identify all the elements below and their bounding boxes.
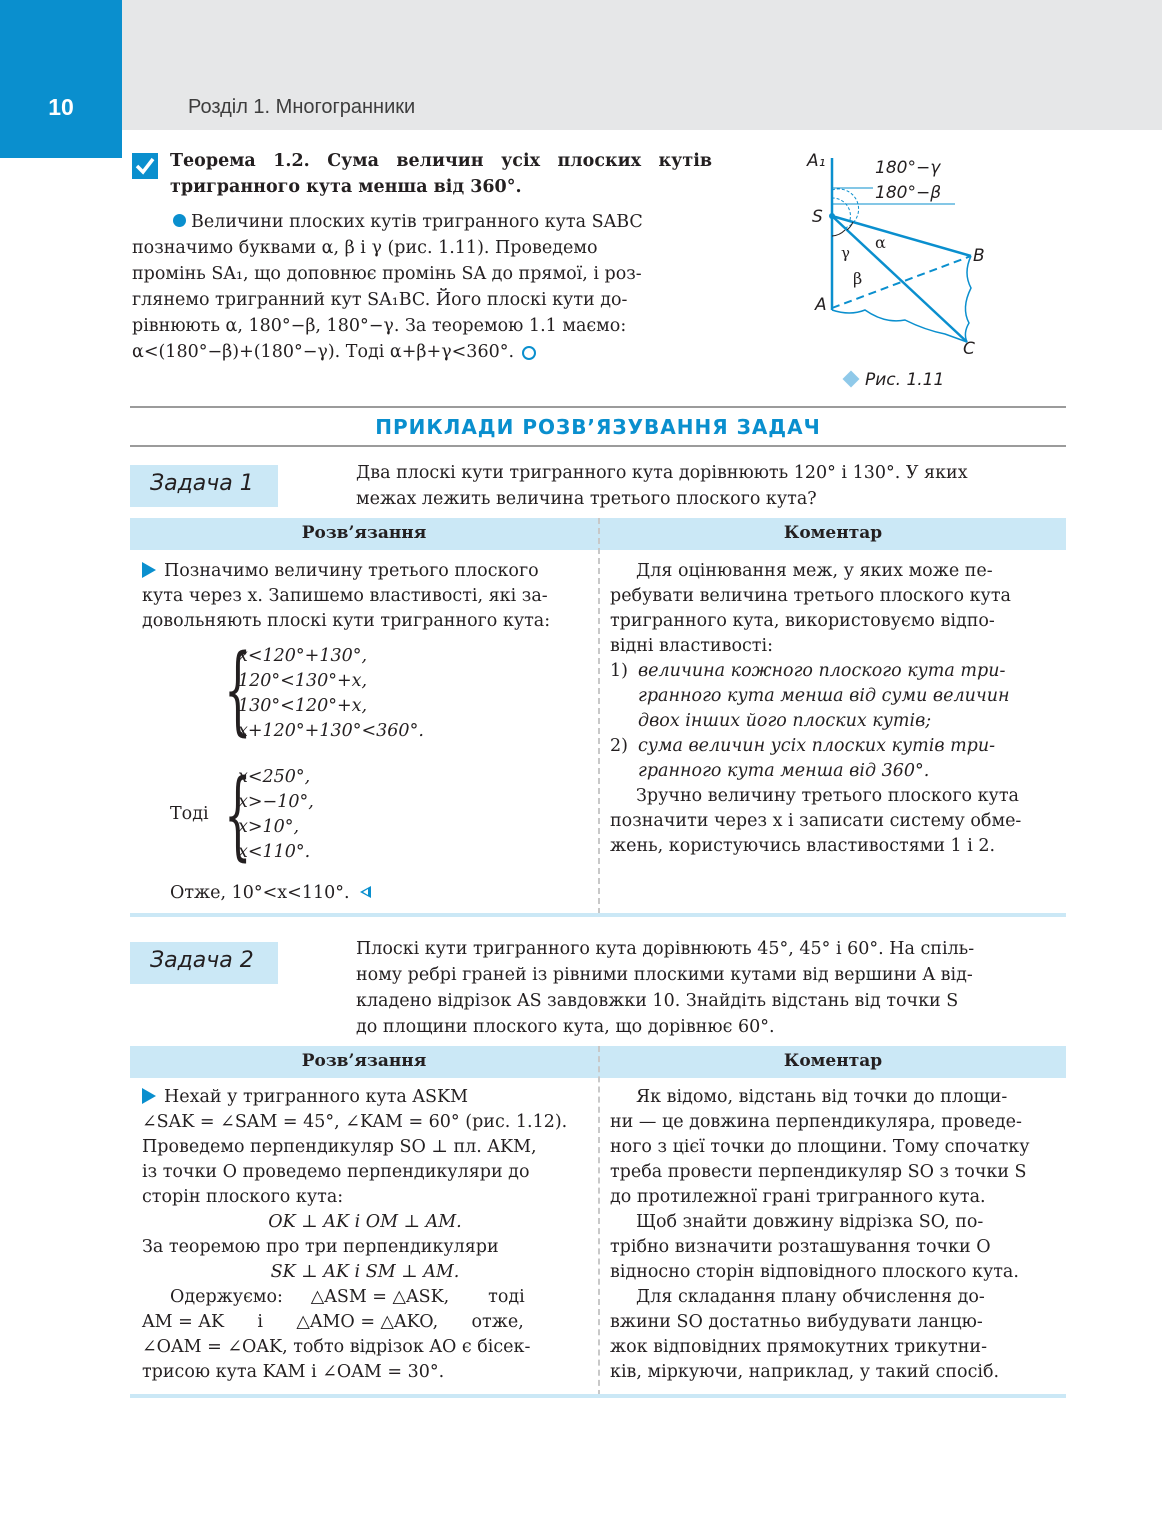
system-2 <box>238 765 314 865</box>
system-row: 120°<130°+x, <box>238 671 368 691</box>
label-beta: β <box>853 269 863 288</box>
comment-line: жок відповідних прямокутних трикутни- <box>610 1337 987 1357</box>
head-solution: Розв’язання <box>301 523 427 543</box>
label-180-gamma: 180°−γ <box>875 158 941 178</box>
task1-statement <box>356 460 1066 512</box>
vertex-s <box>829 213 835 219</box>
system-row: x<110°. <box>238 842 311 862</box>
label-a1: A₁ <box>807 151 826 171</box>
head-comment: Коментар <box>783 1051 883 1071</box>
comment-line: величина кожного плоского кута три- <box>638 661 1006 681</box>
solution-line: За теоремою про три перпендикуляри <box>142 1237 499 1257</box>
comment-line: гранного кута менша від суми величин <box>638 686 1010 706</box>
label-c: C <box>963 339 975 359</box>
diamond-icon <box>843 371 860 388</box>
task2-line: кладено відрізок AS завдовжки 10. Знайдіть відстань від точки S <box>356 991 959 1011</box>
section-title: ПРИКЛАДИ РОЗВ’ЯЗУВАННЯ ЗАДАЧ <box>375 415 821 439</box>
system-brace-1: { <box>224 634 252 746</box>
solution-line: із точки O проведемо перпендикуляри до <box>142 1162 530 1182</box>
solution-line: трисою кута KAM і ∠OAM = 30°. <box>142 1362 445 1382</box>
comment-line: Для оцінювання меж, у яких може пе- <box>636 561 993 581</box>
system-row: x+120°+130°<360°. <box>238 721 424 741</box>
task1-answer <box>170 881 371 906</box>
comment-line: відносно сторін відповідного плоского кута. <box>610 1262 1019 1282</box>
solution-line: ∠SAK = ∠SAM = 45°, ∠KAM = 60° (рис. 1.12). <box>142 1112 568 1132</box>
solution-line: SK ⊥ AK і SM ⊥ AM. <box>270 1262 460 1282</box>
then-label: Тоді <box>170 804 209 824</box>
task2-table-bottom <box>130 1394 1066 1398</box>
system-brace-2: { <box>224 759 252 871</box>
header-band <box>0 0 1162 130</box>
side-curve <box>965 256 971 342</box>
comment-line: сума величин усіх плоских кутів три- <box>638 736 996 756</box>
answer-text: Отже, 10°<x<110°. <box>170 883 350 903</box>
angle-arc-gamma <box>832 230 845 236</box>
comment-line: треба провести перпендикуляр SO з точки S <box>610 1162 1027 1182</box>
task1-column-divider <box>598 518 600 914</box>
proof-line: промінь SA₁, що доповнює промінь SA до прямої, і роз- <box>132 264 642 284</box>
comment-line: Як відомо, відстань від точки до площи- <box>636 1087 1008 1107</box>
comment-line: двох інших його плоских кутів; <box>638 711 932 731</box>
system-row: x>−10°, <box>238 792 314 812</box>
solution-line: AM = AK і △AMO = △AKO, отже, <box>142 1312 524 1332</box>
comment-line: Щоб знайти довжину відрізка SO, по- <box>636 1212 984 1232</box>
figure-caption <box>845 370 944 390</box>
label-a: A <box>815 295 827 315</box>
head-solution: Розв’язання <box>301 1051 427 1071</box>
system-row: x<250°, <box>238 767 311 787</box>
solution-line: ∠OAM = ∠OAK, тобто відрізок AO є бісек- <box>142 1337 531 1357</box>
system-row: x>10°, <box>238 817 300 837</box>
trihedral-angle-figure <box>795 148 995 378</box>
task1-solution <box>142 559 588 634</box>
proof-line: α<(180°−β)+(180°−γ). Тоді α+β+γ<360°. <box>132 342 515 362</box>
head-comment: Коментар <box>783 523 883 543</box>
solution-line: Позначимо величину третього плоского <box>164 561 539 581</box>
comment-line: трібно визначити розташування точки O <box>610 1237 991 1257</box>
bullet-dot-icon <box>173 214 186 227</box>
comment-line: жень, користуючись властивостями 1 і 2. <box>610 836 996 856</box>
base-curve <box>832 310 967 342</box>
task1-table-bottom <box>130 913 1066 917</box>
system-row: 130°<120°+x, <box>238 696 368 716</box>
label-gamma: γ <box>841 244 850 262</box>
section-rule-top <box>130 406 1066 408</box>
system-1 <box>238 644 424 744</box>
task1-line: межах лежить величина третього плоского кута? <box>356 489 817 509</box>
proof-line: рівнюють α, 180°−β, 180°−γ. За теоремою 1.1 маємо: <box>132 316 627 336</box>
comment-line: ребувати величина третього плоского кута <box>610 586 1011 606</box>
comment-line: відні властивості: <box>610 636 773 656</box>
proof-line: глянемо тригранний кут SA₁BC. Його плоскі кути до- <box>132 290 628 310</box>
task1-label-text: Задача 1 <box>150 471 254 496</box>
task2-line: Плоскі кути тригранного кута дорівнюють 45°, 45° і 60°. На спіль- <box>356 939 975 959</box>
solution-line: Нехай у тригранного кута ASKM <box>164 1087 469 1107</box>
solution-end-icon <box>360 886 371 898</box>
chapter-title: Розділ 1. Многогранники <box>188 96 416 118</box>
page-number: 10 <box>48 94 74 120</box>
solution-start-icon <box>142 1088 156 1104</box>
label-s: S <box>812 207 823 227</box>
task2-column-divider <box>598 1046 600 1396</box>
task2-comment <box>610 1085 1054 1385</box>
comment-line: Зручно величину третього плоского кута <box>636 786 1019 806</box>
comment-line: вжини SO достатньо вибудувати ланцю- <box>610 1312 983 1332</box>
checkmark-icon <box>132 153 158 179</box>
task2-label <box>130 942 278 984</box>
solution-line: сторін плоского кута: <box>142 1187 344 1207</box>
caption-text: Рис. 1.11 <box>865 370 945 390</box>
proof-text <box>132 209 710 365</box>
solution-line: Одержуємо: △ASM = △ASK, тоді <box>170 1287 525 1307</box>
solution-start-icon <box>142 562 156 578</box>
list-number: 1) <box>610 661 628 681</box>
comment-line: ків, міркуючи, наприклад, у такий спосіб. <box>610 1362 1000 1382</box>
task2-label-text: Задача 2 <box>150 948 254 973</box>
task2-statement <box>356 936 1066 1040</box>
end-of-proof-circle-icon <box>522 346 536 360</box>
label-alpha: α <box>875 233 886 252</box>
task2-solution <box>142 1085 588 1385</box>
page-number-tab <box>0 0 122 158</box>
comment-line: тригранного кута, використовуємо відпо- <box>610 611 995 631</box>
proof-line: Величини плоских кутів тригранного кута SABC <box>191 212 643 232</box>
section-rule-bottom <box>130 445 1066 447</box>
proof-line: позначимо буквами α, β і γ (рис. 1.11). Проведемо <box>132 238 598 258</box>
comment-line: позначити через x і записати систему обме- <box>610 811 1022 831</box>
comment-line: до протилежної грані тригранного кута. <box>610 1187 986 1207</box>
task1-comment <box>610 559 1054 859</box>
label-180-beta: 180°−β <box>875 183 942 203</box>
comment-line: ного з цієї точки до площини. Тому спочатку <box>610 1137 1030 1157</box>
task1-label <box>130 465 278 507</box>
system-row: x<120°+130°, <box>238 646 368 666</box>
solution-line: довольняють плоскі кути тригранного кута: <box>142 611 551 631</box>
comment-line: гранного кута менша від 360°. <box>638 761 930 781</box>
theorem-text: Теорема 1.2. Сума величин усіх плоских кутів тригранного кута менша від 360°. <box>170 151 712 197</box>
solution-line: OK ⊥ AK і OM ⊥ AM. <box>268 1212 462 1232</box>
task2-line: ному ребрі граней із рівними плоскими кутами від вершини A від- <box>356 965 973 985</box>
label-b: B <box>973 246 985 266</box>
task1-line: Два плоскі кути тригранного кута дорівнюють 120° і 130°. У яких <box>356 463 968 483</box>
comment-line: Для складання плану обчислення до- <box>636 1287 985 1307</box>
list-number: 2) <box>610 736 628 756</box>
task2-line: до площини плоского кута, що дорівнює 60°. <box>356 1017 775 1037</box>
solution-line: Проведемо перпендикуляр SO ⊥ пл. AKM, <box>142 1137 537 1157</box>
comment-line: ни — це довжина перпендикуляра, проведе- <box>610 1112 1022 1132</box>
solution-line: кута через x. Запишемо властивості, які за- <box>142 586 548 606</box>
